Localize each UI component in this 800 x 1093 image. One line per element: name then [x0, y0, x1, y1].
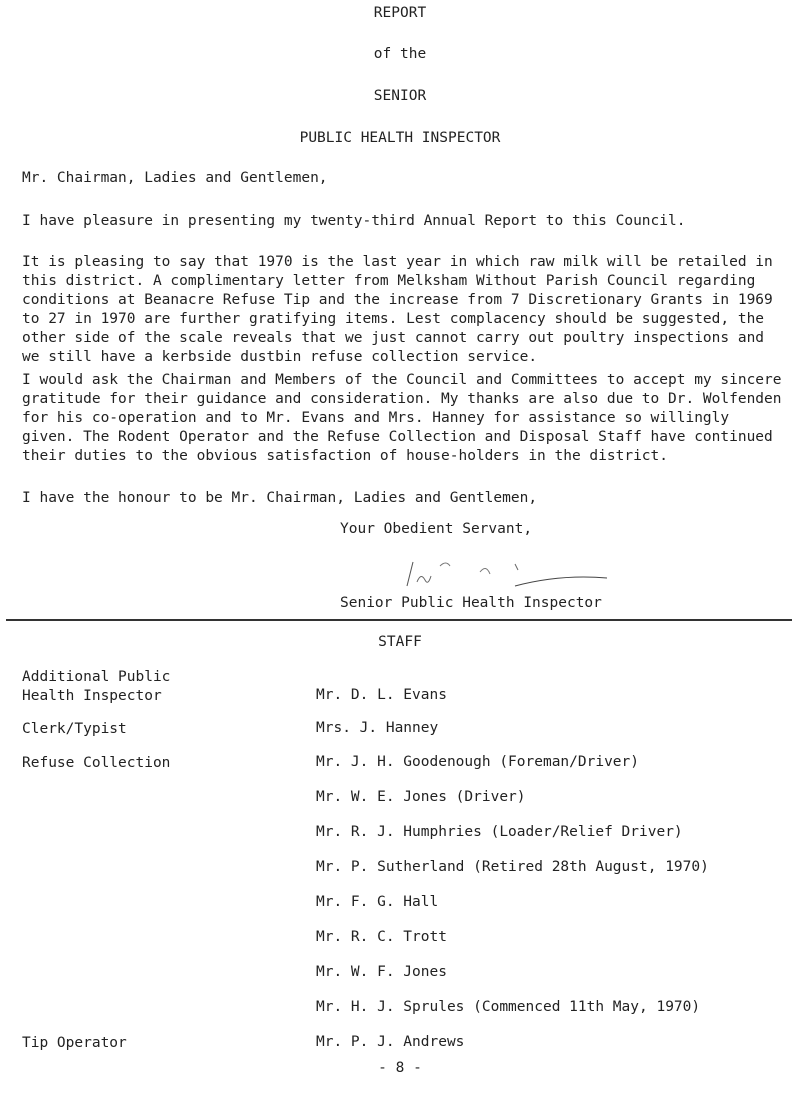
staff-name: Mr. H. J. Sprules (Commenced 11th May, 1970): [316, 999, 701, 1015]
paragraph-milk: It is pleasing to say that 1970 is the last year in which raw milk will be retailed in this district. A complimentary letter from Melksham Without Parish Council regarding conditions at Beanacre Refuse Tip and the increase from 7 Discretionary Grants in 1969 to 27 in 1970 are further gratifying items. Lest complacency should be suggested, the other side of the scale reveals that we just cannot carry out poultry inspections and we still have a kerbside dustbin refuse collection service.: [22, 254, 773, 365]
staff-name: Mr. F. G. Hall: [316, 894, 439, 910]
staff-name: Mr. R. C. Trott: [316, 929, 447, 945]
header-line-of-the: of the: [373, 46, 427, 62]
header-line-title: PUBLIC HEALTH INSPECTOR: [299, 130, 501, 146]
staff-name: Mrs. J. Hanney: [316, 720, 439, 736]
paragraph-intro: I have pleasure in presenting my twenty-third Annual Report to this Council.: [22, 213, 686, 229]
paragraph-gratitude: I would ask the Chairman and Members of the Council and Committees to accept my sincere gratitude for their guidance and consideration. My thanks are also due to Dr. Wolfenden for his co-operation and to Mr. Evans and Mrs. Hanney for assistance so willingly given. The Rodent Operator and the Refuse Collection and Disposal Staff have continued their duties to the obvious satisfaction of house-holders in the district.: [22, 372, 782, 464]
staff-name: Mr. P. Sutherland (Retired 28th August, 1970): [316, 859, 709, 875]
signature-mark: [395, 556, 610, 590]
header-line-senior: SENIOR: [373, 88, 427, 104]
staff-heading: STAFF: [378, 634, 422, 650]
staff-name: Mr. R. J. Humphries (Loader/Relief Driver): [316, 824, 683, 840]
role-additional-line2: Health Inspector: [22, 688, 162, 704]
section-divider: [6, 619, 792, 621]
staff-name: Mr. J. H. Goodenough (Foreman/Driver): [316, 754, 640, 770]
header-line-report: REPORT: [373, 5, 427, 21]
closing: Your Obedient Servant,: [340, 521, 533, 537]
signature-title: Senior Public Health Inspector: [340, 595, 602, 611]
role-tip-operator: Tip Operator: [22, 1035, 127, 1051]
paragraph-honour: I have the honour to be Mr. Chairman, Ladies and Gentlemen,: [22, 490, 538, 506]
role-additional-line1: Additional Public: [22, 669, 171, 685]
staff-name: Mr. W. E. Jones (Driver): [316, 789, 526, 805]
role-refuse-collection: Refuse Collection: [22, 755, 171, 771]
staff-name: Mr. P. J. Andrews: [316, 1034, 465, 1050]
salutation: Mr. Chairman, Ladies and Gentlemen,: [22, 170, 328, 186]
role-clerk-typist: Clerk/Typist: [22, 721, 127, 737]
staff-name: Mr. D. L. Evans: [316, 687, 447, 703]
staff-name: Mr. W. F. Jones: [316, 964, 447, 980]
page-number: - 8 -: [378, 1060, 422, 1076]
